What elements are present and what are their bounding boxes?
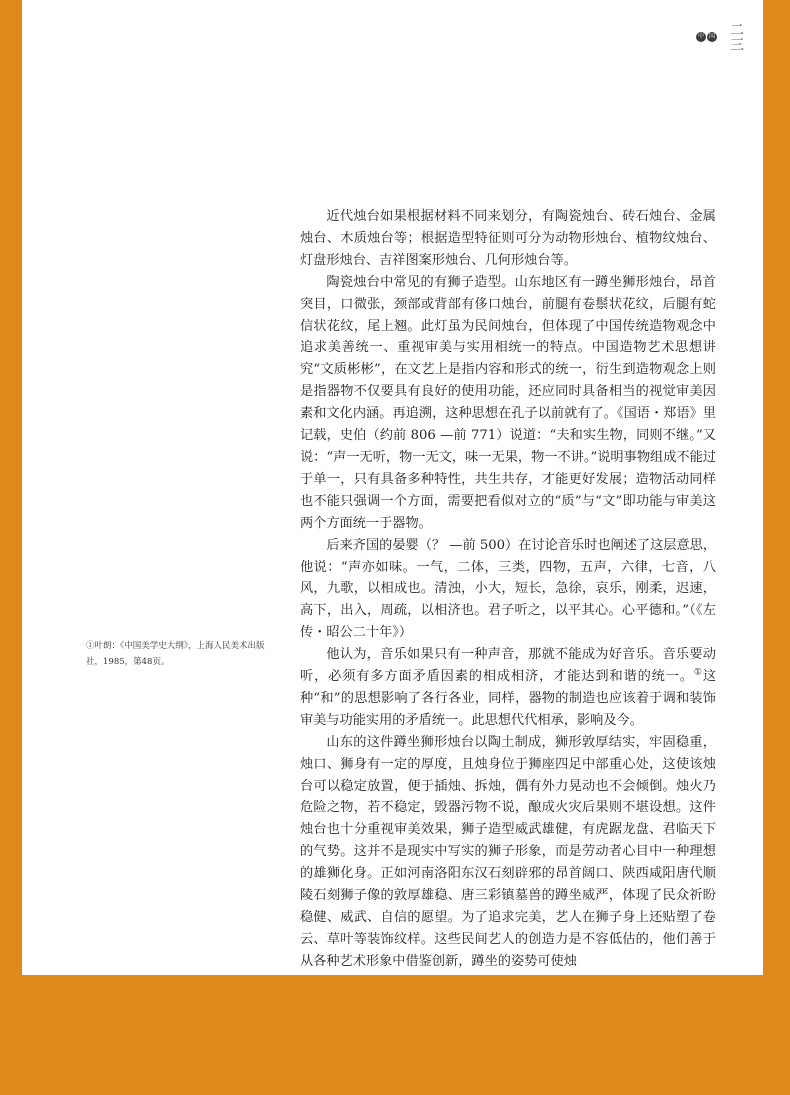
paragraph-4-text-b: 这种“和”的思想影响了各行各业，同样，器物的制造也应该着于调和装饰审美与功能实用的矛盾统一。此思想代代相承，影响及今。 [300,669,716,728]
paragraph-1: 近代烛台如果根据材料不同来划分，有陶瓷烛台、砖石烛台、金属烛台、木质烛台等；根据造型特征则可分为动物形烛台、植物纹烛台、灯盘形烛台、吉祥图案形烛台、几何形烛台等。 [300,209,716,268]
section-dot-2: 国 [708,33,715,40]
page-number: 二三 [728,22,744,52]
footnote-reference[interactable]: ① [693,667,703,678]
paragraph-5: 山东的这件蹲坐狮形烛台以陶土制成，狮形敦厚结实，牢固稳重，烛口、狮身有一定的厚度，且烛身位于狮座四足中部重心处，这使该烛台可以稳定放置，便于插烛、拆烛，偶有外力晃动也不会倾倒。烛火乃危险之物，若不稳定，毁器污物不说，酿成火灾后果则不堪设想。这件烛台也十分重视审美效果，狮子造型威武雄健，有虎踞龙盘、君临天下的气势。这并不是现实中写实的狮子形象，而是劳动者心目中一种理想的雄狮化身。正如河南洛阳东汉石刻辟邪的昂首阔口、陕西咸阳唐代顺陵石刻狮子像的敦厚雄稳、唐三彩镇墓兽的蹲坐威严，体现了民众祈盼稳健、威武、自信的愿望。为了追求完美，艺人在狮子身上还贴塑了卷云、草叶等装饰纹样。这些民间艺人的创造力是不容低估的，他们善于从各种艺术形象中借鉴创新，蹲坐的姿势可使烛 [300,734,716,969]
book-page [22,0,763,975]
paragraph-4 [300,644,716,732]
body-text [300,206,716,973]
section-dot-1: 中 [697,33,704,40]
paragraph-2: 陶瓷烛台中常见的有狮子造型。山东地区有一蹲坐狮形烛台，昂首突目，口微张，颈部或背部有侈口烛台，前腿有卷鬃状花纹，后腿有蛇信状花纹，尾上翘。此灯虽为民间烛台，但体现了中国传统造物观念中追求美善统一、重视审美与实用相统一的特点。中国造物艺术思想讲究“文质彬彬”，在文艺上是指内容和形式的统一，衍生到造物观念上则是指器物不仅要具有良好的使用功能，还应同时具备相当的视觉审美因素和文化内涵。再追溯，这种思想在孔子以前就有了。《国语・郑语》里记载，史伯（约前 806 —前 771）说道：“夫和实生物，同则不继。”又说：“声一无听，物一无文，味一无果，物一不讲。”说明事物组成不能过于单一，只有具备多种特性，共生共存，才能更好发展；造物活动同样也不能只强调一个方面，需要把看似对立的“质”与“文”即功能与审美这两个方面统一于器物。 [300,274,716,531]
footnote: ①叶朗：《中国美学史大纲》，上海人民美术出版社，1985，第48页。 [86,641,265,667]
paragraph-4-text-a: 他认为，音乐如果只有一种声音，那就不能成为好音乐。音乐要动听，必须有多方面矛盾因素的相成相济，才能达到和谐的统一。 [300,647,716,685]
section-mark [696,32,717,42]
paragraph-3: 后来齐国的晏婴（？ —前 500）在讨论音乐时也阐述了这层意思，他说：“声亦如味。一气，二体，三类，四物，五声，六律，七音，八风，九歌，以相成也。清浊，小大，短长，急徐，哀乐，刚柔，迟速，高下，出入，周疏，以相济也。君子听之，以平其心。心平德和。”（《左传・昭公二十年》） [300,537,717,641]
page-header [696,22,743,52]
